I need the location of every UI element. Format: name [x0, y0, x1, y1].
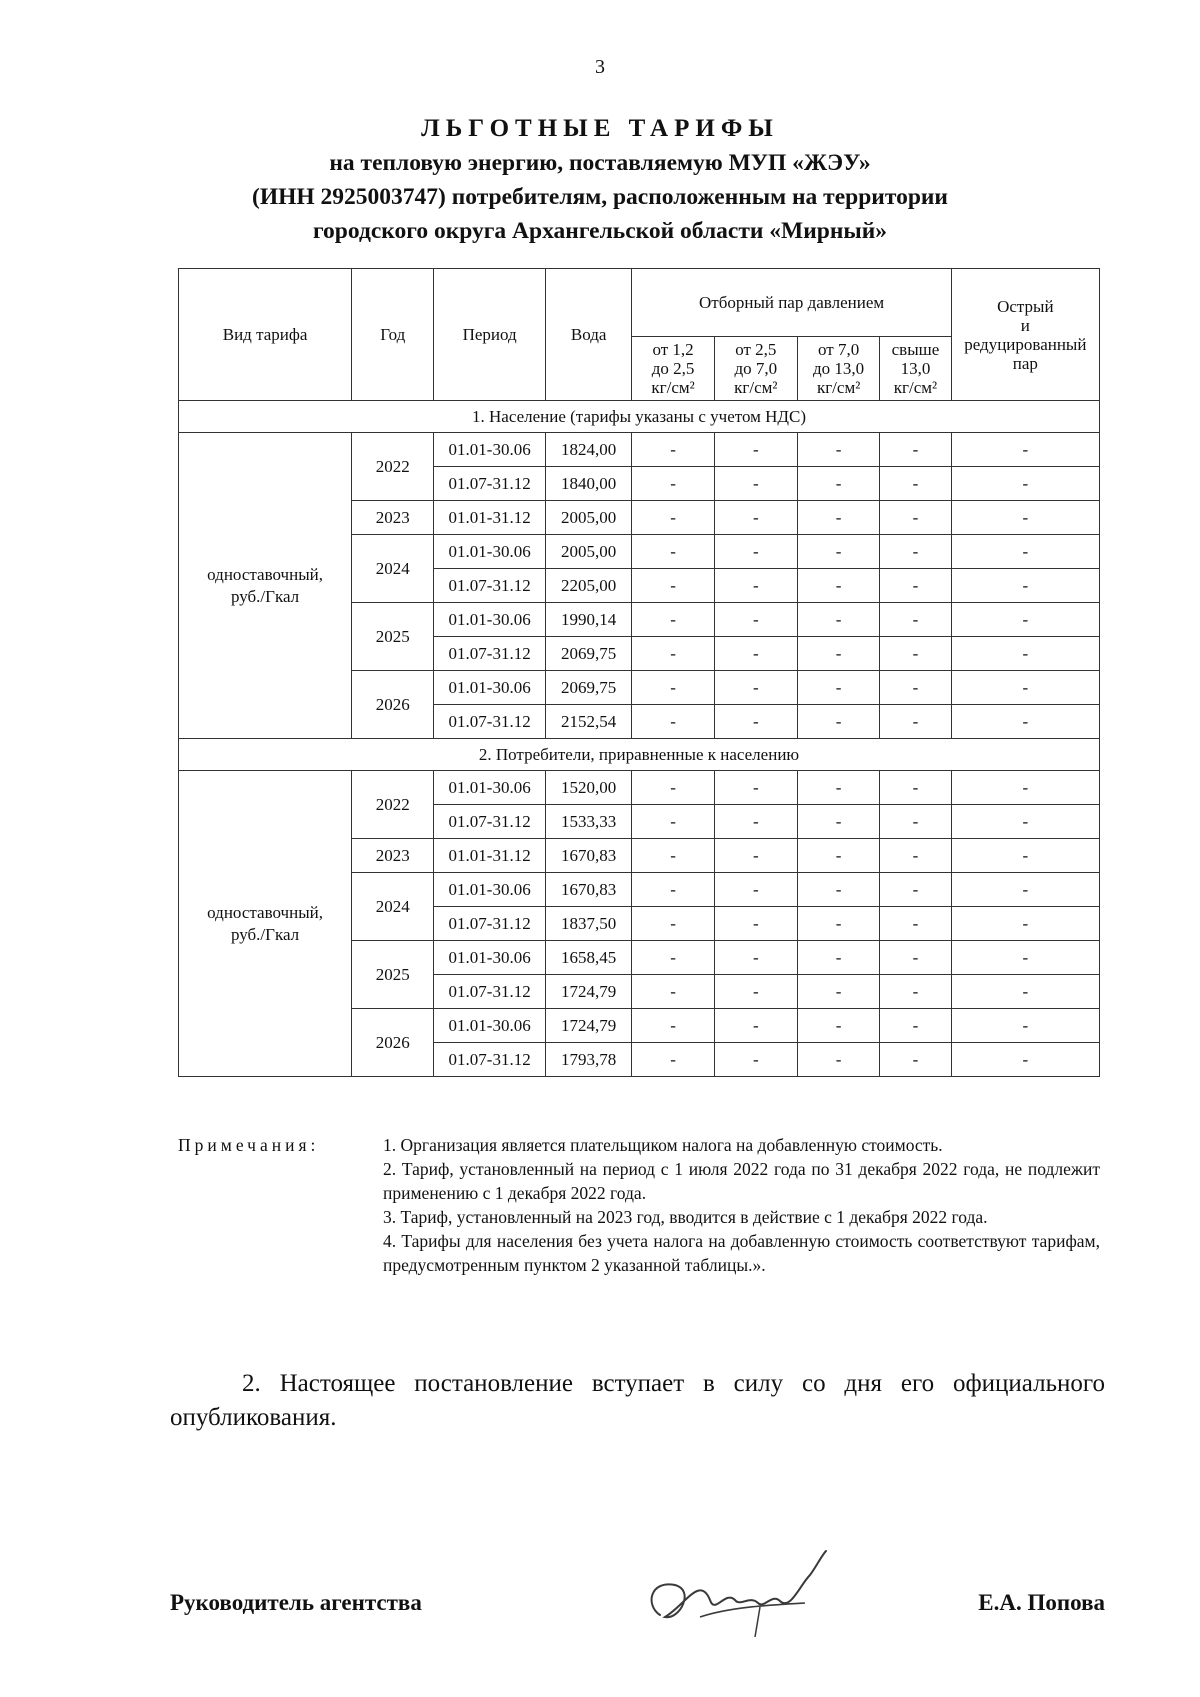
tariff-type-line: одноставочный,	[207, 564, 323, 584]
period-cell: 01.01-30.06	[434, 535, 545, 569]
handwritten-signature	[640, 1545, 840, 1640]
steam-cell: -	[798, 569, 880, 603]
steam-cell: -	[880, 1043, 951, 1077]
steam-cell: -	[714, 637, 797, 671]
period-cell: 01.01-30.06	[434, 873, 545, 907]
steam-cell: -	[632, 873, 714, 907]
steam-cell: -	[798, 671, 880, 705]
steam-cell: -	[714, 839, 797, 873]
steam-cell: -	[798, 1009, 880, 1043]
steam-cell: -	[951, 1009, 1099, 1043]
period-cell: 01.01-30.06	[434, 603, 545, 637]
steam-cell: -	[632, 501, 714, 535]
tariff-type-line: руб./Гкал	[230, 924, 300, 944]
water-cell: 1837,50	[545, 907, 632, 941]
table-header	[179, 269, 1100, 401]
steam-cell: -	[798, 535, 880, 569]
page-number: 3	[595, 56, 605, 78]
header-steam-4: свыше 13,0 кг/см²	[880, 337, 951, 401]
steam-cell: -	[951, 671, 1099, 705]
title-line-1: на тепловую энергию, поставляемую МУП «ЖЭУ»	[329, 150, 871, 176]
year-cell: 2023	[352, 501, 434, 535]
steam-cell: -	[951, 569, 1099, 603]
steam-cell: -	[632, 535, 714, 569]
steam-cell: -	[951, 467, 1099, 501]
steam-cell: -	[880, 705, 951, 739]
steam-cell: -	[632, 839, 714, 873]
steam-cell: -	[880, 771, 951, 805]
header-water: Вода	[545, 269, 632, 401]
steam-cell: -	[880, 839, 951, 873]
steam-cell: -	[798, 705, 880, 739]
steam-cell: -	[951, 941, 1099, 975]
steam-cell: -	[798, 637, 880, 671]
steam-cell: -	[632, 603, 714, 637]
period-cell: 01.07-31.12	[434, 805, 545, 839]
steam-cell: -	[798, 467, 880, 501]
steam-cell: -	[632, 941, 714, 975]
tariff-type-cell	[179, 771, 352, 1077]
steam-cell: -	[951, 873, 1099, 907]
water-cell: 1990,14	[545, 603, 632, 637]
steam-cell: -	[880, 467, 951, 501]
water-cell: 1520,00	[545, 771, 632, 805]
title-line-2: (ИНН 2925003747) потребителям, расположенным на территории	[252, 184, 948, 210]
steam-cell: -	[714, 467, 797, 501]
steam-cell: -	[714, 975, 797, 1009]
water-cell: 1724,79	[545, 975, 632, 1009]
water-cell: 2205,00	[545, 569, 632, 603]
steam-cell: -	[951, 535, 1099, 569]
period-cell: 01.01-31.12	[434, 839, 545, 873]
steam-cell: -	[880, 941, 951, 975]
year-cell: 2026	[352, 1009, 434, 1077]
period-cell: 01.07-31.12	[434, 467, 545, 501]
steam-cell: -	[880, 535, 951, 569]
steam-cell: -	[798, 805, 880, 839]
water-cell: 1840,00	[545, 467, 632, 501]
header-year: Год	[352, 269, 434, 401]
period-cell: 01.01-30.06	[434, 941, 545, 975]
steam-cell: -	[798, 975, 880, 1009]
steam-cell: -	[714, 941, 797, 975]
section-title: 1. Население (тарифы указаны с учетом НДС)	[179, 401, 1100, 433]
steam-cell: -	[714, 805, 797, 839]
steam-cell: -	[880, 1009, 951, 1043]
period-cell: 01.07-31.12	[434, 1043, 545, 1077]
steam-cell: -	[880, 805, 951, 839]
tariff-type-cell	[179, 433, 352, 739]
steam-cell: -	[951, 637, 1099, 671]
header-steam-group: Отборный пар давлением	[632, 269, 951, 337]
note-item: 2. Тариф, установленный на период с 1 июля 2022 года по 31 декабря 2022 года, не подлежит применению с 1 декабря 2022 года.	[383, 1159, 1100, 1203]
tariff-table	[178, 268, 1100, 1077]
steam-cell: -	[880, 873, 951, 907]
steam-cell: -	[798, 907, 880, 941]
steam-cell: -	[714, 569, 797, 603]
period-cell: 01.07-31.12	[434, 637, 545, 671]
year-cell: 2024	[352, 535, 434, 603]
steam-cell: -	[951, 1043, 1099, 1077]
water-cell: 1658,45	[545, 941, 632, 975]
header-tariff-type: Вид тарифа	[179, 269, 352, 401]
period-cell: 01.07-31.12	[434, 705, 545, 739]
water-cell: 2005,00	[545, 535, 632, 569]
steam-cell: -	[880, 637, 951, 671]
steam-cell: -	[798, 839, 880, 873]
water-cell: 1793,78	[545, 1043, 632, 1077]
steam-cell: -	[632, 637, 714, 671]
steam-cell: -	[714, 705, 797, 739]
table-row	[179, 433, 1100, 467]
section-header-row	[179, 401, 1100, 433]
steam-cell: -	[714, 771, 797, 805]
steam-cell: -	[714, 1043, 797, 1077]
steam-cell: -	[632, 705, 714, 739]
steam-cell: -	[880, 907, 951, 941]
steam-cell: -	[798, 873, 880, 907]
steam-cell: -	[798, 771, 880, 805]
note-item: 4. Тарифы для населения без учета налога на добавленную стоимость соответствуют тарифам, предусмотренным пунктом 2 указанной таблицы.».	[383, 1231, 1100, 1275]
water-cell: 1824,00	[545, 433, 632, 467]
tariff-type-line: одноставочный,	[207, 902, 323, 922]
steam-cell: -	[951, 839, 1099, 873]
period-cell: 01.07-31.12	[434, 569, 545, 603]
notes-list	[383, 1133, 1100, 1277]
year-cell: 2023	[352, 839, 434, 873]
steam-cell: -	[632, 433, 714, 467]
steam-cell: -	[951, 603, 1099, 637]
steam-cell: -	[951, 501, 1099, 535]
water-cell: 2069,75	[545, 671, 632, 705]
period-cell: 01.01-30.06	[434, 433, 545, 467]
steam-cell: -	[798, 501, 880, 535]
note-item: 3. Тариф, установленный на 2023 год, вводится в действие с 1 декабря 2022 года.	[383, 1207, 988, 1227]
header-steam-3: от 7,0 до 13,0 кг/см²	[798, 337, 880, 401]
year-cell: 2025	[352, 603, 434, 671]
steam-cell: -	[714, 535, 797, 569]
header-period: Период	[434, 269, 545, 401]
title-line-3: городского округа Архангельской области «Мирный»	[312, 218, 888, 244]
steam-cell: -	[880, 603, 951, 637]
header-steam-1: от 1,2 до 2,5 кг/см²	[632, 337, 714, 401]
tariff-type-line: руб./Гкал	[230, 586, 300, 606]
note-item: 1. Организация является плательщиком налога на добавленную стоимость.	[383, 1135, 943, 1155]
steam-cell: -	[632, 1009, 714, 1043]
steam-cell: -	[632, 975, 714, 1009]
steam-cell: -	[951, 907, 1099, 941]
steam-cell: -	[951, 771, 1099, 805]
steam-cell: -	[951, 975, 1099, 1009]
steam-cell: -	[880, 501, 951, 535]
water-cell: 1533,33	[545, 805, 632, 839]
water-cell: 2152,54	[545, 705, 632, 739]
period-cell: 01.01-30.06	[434, 1009, 545, 1043]
steam-cell: -	[798, 603, 880, 637]
effective-date-paragraph: 2. Настоящее постановление вступает в силу со дня его официального опубликования.	[170, 1370, 1105, 1431]
steam-cell: -	[798, 433, 880, 467]
water-cell: 1724,79	[545, 1009, 632, 1043]
steam-cell: -	[714, 1009, 797, 1043]
steam-cell: -	[714, 603, 797, 637]
steam-cell: -	[714, 907, 797, 941]
table-body	[179, 401, 1100, 1077]
steam-cell: -	[632, 1043, 714, 1077]
water-cell: 2069,75	[545, 637, 632, 671]
steam-cell: -	[798, 941, 880, 975]
steam-cell: -	[714, 873, 797, 907]
steam-cell: -	[714, 671, 797, 705]
section-title: 2. Потребители, приравненные к населению	[179, 739, 1100, 771]
water-cell: 1670,83	[545, 873, 632, 907]
year-cell: 2022	[352, 433, 434, 501]
steam-cell: -	[951, 705, 1099, 739]
water-cell: 1670,83	[545, 839, 632, 873]
steam-cell: -	[632, 467, 714, 501]
steam-cell: -	[951, 433, 1099, 467]
period-cell: 01.01-30.06	[434, 671, 545, 705]
year-cell: 2026	[352, 671, 434, 739]
section-header-row	[179, 739, 1100, 771]
steam-cell: -	[632, 569, 714, 603]
steam-cell: -	[880, 569, 951, 603]
steam-cell: -	[714, 433, 797, 467]
period-cell: 01.01-30.06	[434, 771, 545, 805]
header-sharp-steam: Острый и редуцированный пар	[951, 269, 1099, 401]
steam-cell: -	[632, 771, 714, 805]
steam-cell: -	[880, 671, 951, 705]
signer-role: Руководитель агентства	[170, 1590, 422, 1615]
year-cell: 2024	[352, 873, 434, 941]
year-cell: 2022	[352, 771, 434, 839]
table-row	[179, 771, 1100, 805]
period-cell: 01.07-31.12	[434, 907, 545, 941]
steam-cell: -	[632, 671, 714, 705]
year-cell: 2025	[352, 941, 434, 1009]
period-cell: 01.01-31.12	[434, 501, 545, 535]
title-main: ЛЬГОТНЫЕ ТАРИФЫ	[421, 115, 779, 142]
steam-cell: -	[632, 805, 714, 839]
steam-cell: -	[951, 805, 1099, 839]
header-steam-2: от 2,5 до 7,0 кг/см²	[714, 337, 797, 401]
water-cell: 2005,00	[545, 501, 632, 535]
period-cell: 01.07-31.12	[434, 975, 545, 1009]
notes-label: Примечания:	[178, 1135, 320, 1155]
document-title	[150, 112, 1050, 248]
signer-name: Е.А. Попова	[978, 1590, 1105, 1615]
steam-cell: -	[880, 433, 951, 467]
steam-cell: -	[714, 501, 797, 535]
steam-cell: -	[632, 907, 714, 941]
steam-cell: -	[880, 975, 951, 1009]
steam-cell: -	[798, 1043, 880, 1077]
